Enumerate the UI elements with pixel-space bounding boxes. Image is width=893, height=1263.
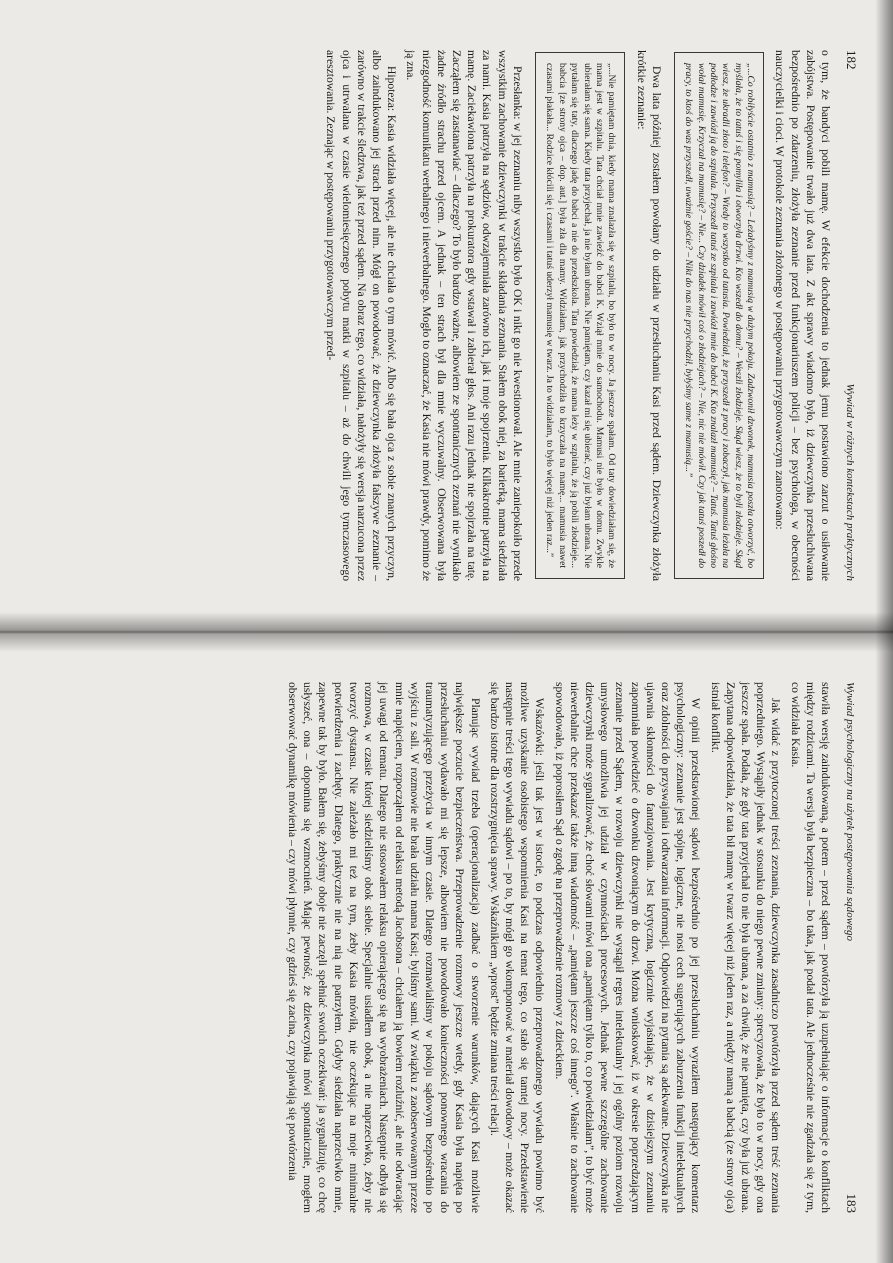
guidelines-paragraph: Wskazówki: jeśli tak jest w istocie, to podczas odpowiednio przeprowadzonego wywiadu powinno być możliwe uzyskanie osobistego wspomnienia Kasi na temat tego, co stało się tamtej nocy. Przedstawienie następnie treści tego wywiadu sądowi – po to, by mógł go wkomponować w materiał dowodowy – może okazać się bardzo istotne dla rozstrzygnięcia sprawy. Wskaźnikiem „wprost” będzie zmiana treści relacji. xyxy=(487,682,547,1213)
left-page-number: 182 xyxy=(844,50,859,70)
planning-paragraph: Planując wywiad trzeba (operacjonalizacja) zadbać o stworzenie warunków, dających Kasi możliwie największe poczucie bezpieczeństwa. Przeprowadzenie rozmowy jeszcze wtedy, gdy Kasia była napięta po przesłuchaniu wydawało mi się lepsze, albowiem nie powodowało konieczności ponownego wracania do traumatyzującego przeżycia w innym czasie. Dlatego rozmawialiśmy w pokoju sądowym bezpośrednio po wyjściu z sali. W rozmowie nie brała udziału mama Kasi; byliśmy sami. W związku z zaobserwowanym przeze mnie napięciem, rozpocząłem od relaksu metodą Jacobsona – chciałem ją bowiem rozluźnić, ale nie odwracając jej uwagi od tematu. Dlatego nie stosowałem relaksu opierającego się na wyobrażeniach. Następnie odbyła się rozmowa, w czasie której siedzieliśmy obok siebie. Specjalnie usiadłem obok, a nie naprzeciwko, żeby nie tworzyć dystansu. Nie zależało mi też na tym, żeby Kasia mówiła, nie oczekując na moje minimalne potwierdzenia i zachęty. Dlatego, praktycznie nie na nią nie patrzyłem. Gdyby siedziała naprzeciwko mnie, zapewne tak by było. Bałem się, żebyśmy oboje nie zaczęli spełniać swoich oczekiwań: ja sygnalizuję, co chcę usłyszeć, ona – dopomina się wzmocnień. Mając pewność, że dziewczynka mówi spontanicznie, mogłem obserwować dynamikę mówienia – czy mówi płynnie, czy gdzieś się zacina, czy pojawiają się powtórzenia xyxy=(286,682,482,1213)
right-page-number: 183 xyxy=(844,1193,859,1213)
right-page xyxy=(0,632,893,1263)
left-intro-paragraph: o tym, że bandyci pobili mamę. W efekcie dochodzenia to jednak jemu postawiono zarzut o usiłowanie zabójstwa. Postępowanie trwało już dwa lata. Z akt sprawy wiadomo było, iż dziewczynka przesłuchiwana bezpośrednio po zdarzeniu, złożyła zeznanie przed funkcjonariuszem policji – bez psychologa, w obecności nauczycielki i cioci. W protokole zeznania złożonego w postępowaniu przygotowawczym zanotowano: xyxy=(773,50,832,581)
hypothesis-paragraph: Hipoteza: Kasia widziała więcej, ale nie chciała o tym mówić. Albo się bała ojca z sobie znanych przyczyn, albo zaindukowano jej strach przed nim. Mógł on powodować, że dziewczynka złożyła fałszywe zeznanie – zarówno w trakcie śledztwa, jak też przed sądem. Na obraz tego, co widziała, nałożyły się wersja narzucona przez ojca i utrwalana w czasie wielomiesięcznego pobytu matki w szpitalu – aż do chwili jego tymczasowego aresztowania. Zeznając w postępowaniu przygotowawczym przed- xyxy=(324,50,399,581)
testimony-1-text: „...Co robiłyście ostatnio z mamusią? – Leżałyśmy z mamusią w dużym pokoju. Zadzwonił dzwonek, mamusia poszła otworzyć, bo myślała, że to tatuś i się pomyliła i otworzyła drzwi. Kto wszedł do domu? – Weszli złodzieje. Skąd wiesz, że to byli złodzieje. Skąd wiesz, że ukradli złoto i telefon? – Wtedy to wszystko od tatusia. Powiedział, że przyszedł z pracy i zobaczył, jak mamusia leżała na podłodze i zawiózł ją do szpitala. Przyszedł tatuś ze szpitala i zawiózł mnie do babci K. Kto znalazł mamusię? – Tatuś. Tatuś głośno wołał mamusię. Krzyczał na mamusię? – Nie... Czy dziadek mówił coś o złodziejach? – Nie, nic nie mówił. Czy jak tatuś poszedł do pracy, to ktoś do was przyszedł, uważnie goście? – Nikt do nas nie przychodził, byłyśmy same z mamusią...” xyxy=(683,63,757,568)
premise-paragraph: Przesłanka: w jej zeznaniu niby wszystko było OK i nikt go nie kwestionował. Ale mnie zaniepokoiło przede wszystkim zachowanie dziewczynki w trakcie składania zeznania. Stałem obok niej, za barierką, mama siedziała za nami. Kasia patrzyła na sędziów, odwzajemniała zarówno ich, jak i moje spojrzenia. Kilkakrotnie patrzyła na mamę. Zaciekawiona patrzyła na prokuratora gdy wstawał i zabierał głos. Ani razu jednak nie spojrzała na tatę. Zacząłem się zastanawiać – dlaczego? To było bardzo ważne, albowiem ze spontanicznych zeznań nie wynikało żadne źródło strachu przed ojcem. A jednak – ten strach był dla mnie wyczuwalny. Obserwowana była niezgodność komunikatu werbalnego i niewerbalnego. Mogło to oznaczać, że Kasia nie mówi prawdy, pomimo że ją zna. xyxy=(404,50,524,581)
testimony-2-text: „...Nie pamiętam dnia, kiedy mama znalazła się w szpitalu, bo było to w nocy. Ja jeszcze spałam. Od taty dowiedziałam się, że mama jest w szpitalu. Tata chciał mnie zawieźć do babci K. Wziął mnie do samochodu. Mamusi nie było w domu. Zwykle ubierałam się sama. Kiedy tata przyjechał, ja nie byłam ubrana. Nie pamiętam, czy kazał mi się ubierać, czy już byłam ubrana. Nie pytałam się taty, dlaczego jadę do babci a nie do przedszkola. Tata powiedział, że mama leży w szpitalu, że ją pobili złodzieje... babcia [ze strony ojca – dop. aut.] była zła dla mamy. Widziałam, jak przychodziła to krzyczała na mamę... mamusia nawet czasami płakała... Rodzice kłócili się i czasami i tatuś uderzył mamusię w twarz. Ja to widziałam, to było więcej niż jeden raz...” xyxy=(544,63,618,568)
left-paragraph-2: Dwa lata później zostałem powołany do udziału w przesłuchaniu Kasi przed sądem. Dziewczynka złożyła krótkie zeznanie: xyxy=(634,50,663,581)
left-running-head-title: Wywiad w różnych kontekstach praktycznych xyxy=(844,383,856,581)
right-paragraph-3: W opinii przedstawionej sądowi bezpośrednio po jej przesłuchaniu wyraziłem następujący komentarz psychologiczny: zeznanie jest spójne, logiczne, nie nosi cech sugerujących zaburzenia funkcji intelektualnych oraz zdolności do przyswajania i odtwarzania informacji. Odpowiedzi na pytania są adekwatne. Dziewczynka nie ujawnia skłonności do fantazjowania. Jest krytyczna, logicznie wyjaśniając, że w dzisiejszym zeznaniu zapomniała powiedzieć o dzwonku dzwoniącym do drzwi. Można wnioskować, iż w okresie poprzedzającym zeznanie przed Sądem, w rozwoju dziewczynki nie wystąpił regres intelektualny i jej ogólny poziom rozwoju umysłowego umożliwia jej udział w czynnościach procesowych. Jednak pewne szczególne zachowanie dziewczynki może sygnalizować, że choć słowami mówi ona „pamiętam tylko to, co powiedziałam”, to być może niewerbalnie chce przekazać także inną wiadomość – „pamiętam jeszcze coś innego”. Właśnie to zachowanie spowodowało, iż poprosiłem Sąd o zgodę na przeprowadzenie rozmowy z dzieckiem. xyxy=(552,682,703,1213)
testimony-box-2 xyxy=(535,52,625,579)
left-page xyxy=(0,0,893,631)
left-running-header xyxy=(843,50,859,581)
right-running-head-title: Wywiad psychologiczny na użytek postępowania sądowego xyxy=(844,682,856,941)
right-running-header xyxy=(843,682,859,1213)
testimony-box-1 xyxy=(674,52,764,579)
right-paragraph-2: Jak widać z przytoczonej treści zeznania, dziewczynka zasadniczo powtórzyła przed sądem treść zeznania poprzedniego. Wystąpiły jednak w stosunku do niego pewne zmiany: sprecyzowała, że było to w nocy, gdy ona jeszcze spała. Podała, że gdy tata przyjechał to nie była ubrana, a za chwilę, że nie pamięta, czy była już ubrana. Zapytana odpowiedziała, że tata bił mamę w twarz więcej niż jeden raz, a między mamą a babcią (ze strony ojca) istniał konflikt. xyxy=(708,682,783,1213)
right-paragraph-1: stawiła wersję zaindukowaną, a potem – przed sądem – powtórzyła ją uzupełniając o informacje o konfliktach między rodzicami. Ta wersja była bezpieczna – bo taka, jak podał tata. Ale jednocześnie nie zgadzała się z tym, co widziała Kasia. xyxy=(788,682,832,1213)
